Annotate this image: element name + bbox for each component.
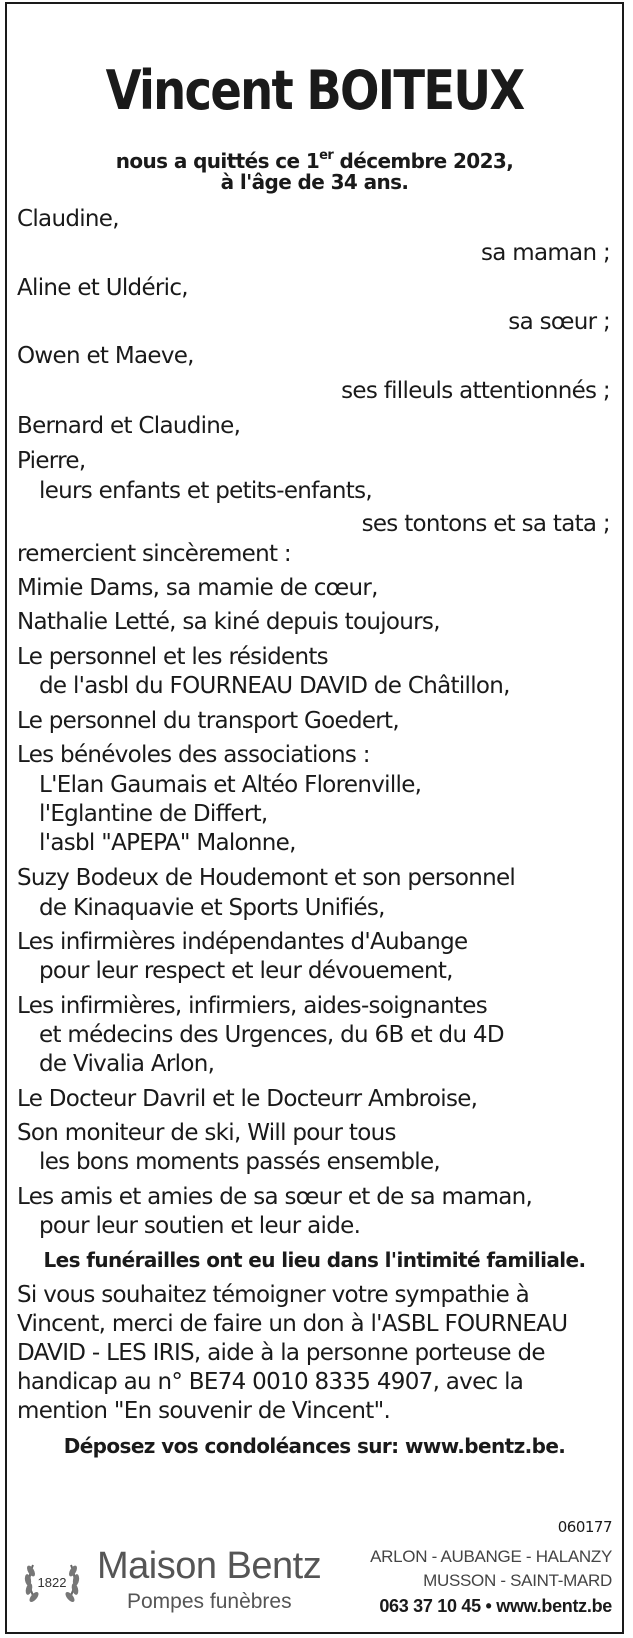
donation-line: Vincent, merci de faire un don à l'ASBL FOURNEAU xyxy=(17,1311,568,1337)
family-relation: ses filleuls attentionnés ; xyxy=(341,378,610,404)
seal-year: 1822 xyxy=(37,1575,67,1590)
thanks-line: Les amis et amies de sa sœur et de sa maman, xyxy=(17,1184,533,1210)
thanks-line: Nathalie Letté, sa kiné depuis toujours, xyxy=(17,609,440,635)
thanks-intro: remercient sincèrement : xyxy=(17,541,291,567)
ordinal-suffix: er xyxy=(319,148,334,163)
death-date-text: nous a quittés ce 1 xyxy=(115,149,320,173)
thanks-line: Les bénévoles des associations : xyxy=(17,742,370,768)
age-line: à l'âge de 34 ans. xyxy=(220,170,409,194)
thanks-line: Le Docteur Davril et le Docteurr Ambroise, xyxy=(17,1086,478,1112)
family-line: Owen et Maeve, xyxy=(17,343,194,369)
family-line: Pierre, xyxy=(17,448,86,474)
family-relation: sa maman ; xyxy=(480,240,610,266)
seal-logo xyxy=(19,1549,85,1615)
contact-line: 063 37 10 45 • www.bentz.be xyxy=(379,1596,612,1616)
thanks-line: l'asbl "APEPA" Malonne, xyxy=(39,830,296,856)
laurel-icon xyxy=(19,1549,85,1615)
thanks-line: Les infirmières indépendantes d'Aubange xyxy=(17,929,468,955)
thanks-line: pour leur soutien et leur aide. xyxy=(39,1213,361,1239)
donation-line: mention "En souvenir de Vincent". xyxy=(17,1398,391,1424)
thanks-line: les bons moments passés ensemble, xyxy=(39,1149,441,1175)
condolences-notice: Déposez vos condoléances sur: www.bentz.be. xyxy=(63,1434,566,1458)
family-relation: sa sœur ; xyxy=(508,309,610,335)
thanks-line: et médecins des Urgences, du 6B et du 4D xyxy=(39,1022,504,1048)
death-date-text-end: décembre 2023, xyxy=(333,149,514,173)
thanks-line: L'Elan Gaumais et Altéo Florenville, xyxy=(39,772,422,798)
funeral-home-brand: Maison Bentz xyxy=(97,1545,322,1587)
thanks-line: Le personnel et les résidents xyxy=(17,644,328,670)
thanks-line: Les infirmières, infirmiers, aides-soignantes xyxy=(17,993,487,1019)
towns-line: MUSSON - SAINT-MARD xyxy=(423,1571,612,1590)
thanks-line: de l'asbl du FOURNEAU DAVID de Châtillon, xyxy=(39,673,510,699)
family-line: Claudine, xyxy=(17,206,119,232)
thanks-line: Son moniteur de ski, Will pour tous xyxy=(17,1120,396,1146)
thanks-line: Mimie Dams, sa mamie de cœur, xyxy=(17,575,378,601)
thanks-line: de Kinaquavie et Sports Unifiés, xyxy=(39,895,385,921)
funeral-notice: Les funérailles ont eu lieu dans l'intimité familiale. xyxy=(43,1248,586,1272)
reference-number: 060177 xyxy=(557,1518,612,1536)
obituary-card xyxy=(5,2,624,1634)
funeral-home-tagline: Pompes funèbres xyxy=(127,1590,292,1613)
family-relation: ses tontons et sa tata ; xyxy=(361,511,610,537)
donation-line: Si vous souhaitez témoigner votre sympathie à xyxy=(17,1282,530,1308)
family-line: Aline et Uldéric, xyxy=(17,275,188,301)
donation-line: handicap au n° BE74 0010 8335 4907, avec la xyxy=(17,1369,524,1395)
family-line: leurs enfants et petits-enfants, xyxy=(39,478,373,504)
thanks-line: Le personnel du transport Goedert, xyxy=(17,708,399,734)
thanks-line: l'Eglantine de Differt, xyxy=(39,801,268,827)
thanks-line: Suzy Bodeux de Houdemont et son personnel xyxy=(17,865,516,891)
donation-line: DAVID - LES IRIS, aide à la personne porteuse de xyxy=(17,1340,545,1366)
deceased-name: Vincent BOITEUX xyxy=(105,59,524,122)
towns-line: ARLON - AUBANGE - HALANZY xyxy=(370,1547,612,1566)
family-line: Bernard et Claudine, xyxy=(17,413,241,439)
thanks-line: de Vivalia Arlon, xyxy=(39,1051,215,1077)
thanks-line: pour leur respect et leur dévouement, xyxy=(39,958,453,984)
